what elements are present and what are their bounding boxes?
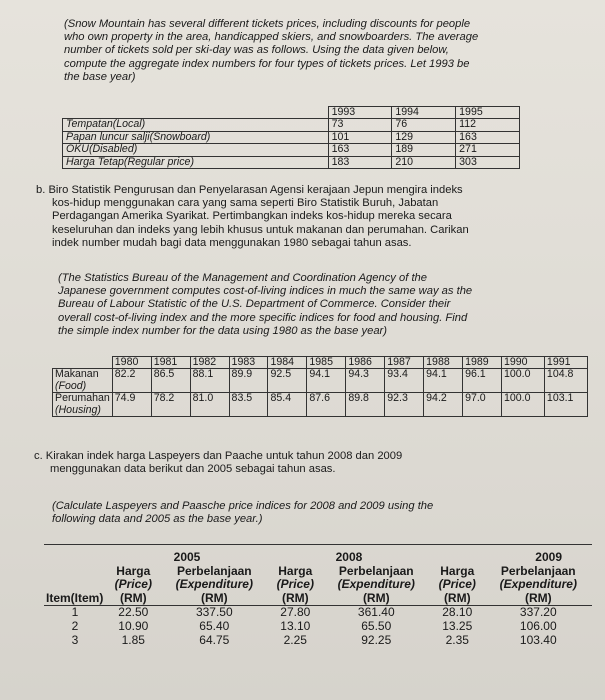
year-header: 1990: [502, 357, 545, 369]
part-b-line: b. Biro Statistik Pengurusan dan Penyelarasan Agensi kerajaan Jepun mengira indeks: [36, 184, 463, 196]
column-header-row: Item(Item) (RM) (RM) (RM) (RM) (RM) (RM): [44, 592, 592, 606]
part-b-line: overall cost-of-living index and the more specific indices for food and housing. Find: [58, 311, 468, 324]
column-header-row: Harga Perbelanjaan Harga Perbelanjaan Harga Perbelanjaan: [116, 563, 576, 578]
part-c-line: menggunakan data berikut dan 2005 sebagai tahun asas.: [50, 463, 336, 476]
table-row: Makanan (Food) 82.2 86.5 88.1 89.9 92.5 94.1 94.3 93.4 94.1 96.1 100.0 104.8: [53, 369, 588, 393]
table-cell: 74.9: [112, 393, 151, 417]
part-b-english-text: [58, 272, 564, 338]
table-cell: 87.6: [307, 393, 346, 417]
year-header: 1988: [424, 357, 463, 369]
part-b-line: kos-hidup menggunakan cara yang sama seperti Biro Statistik Buruh, Jabatan: [52, 197, 439, 210]
year-header: 1984: [268, 357, 307, 369]
cost-of-living-table: [52, 356, 588, 417]
year-header: 2009: [535, 550, 562, 564]
table-cell: 100.0: [502, 393, 545, 417]
table-cell: 94.1: [424, 369, 463, 393]
year-header: 1987: [385, 357, 424, 369]
table-cell: 94.2: [424, 393, 463, 417]
year-header: 1994: [392, 107, 456, 119]
table-cell: 81.0: [190, 393, 229, 417]
table-row: 3 1.85 64.75 2.25 92.25 2.35 103.40: [71, 632, 557, 647]
year-header: 1991: [544, 357, 587, 369]
table-cell: 88.1: [190, 369, 229, 393]
year-header: 1986: [346, 357, 385, 369]
part-a-english-text: [64, 18, 542, 84]
part-b-line: Perdagangan Amerika Syarikat. Pertimbangkan indeks kos-hidup mereka secara: [52, 210, 452, 223]
part-c-line: (Calculate Laspeyers and Paasche price indices for 2008 and 2009 using the: [52, 500, 434, 512]
table-row: Papan luncur salji(Snowboard) 101 129 163: [63, 131, 520, 143]
table-cell: 100.0: [502, 369, 545, 393]
table-cell: 96.1: [463, 369, 502, 393]
part-b-line: the simple index number for the data using 1980 as the base year): [58, 324, 387, 337]
table-header-row: [53, 357, 588, 369]
part-c-english-text: [52, 500, 572, 526]
part-b-line: keseluruhan dan indeks yang lebih khusus untuk makanan dan perumahan. Carikan: [52, 223, 469, 236]
table-cell: 89.8: [346, 393, 385, 417]
table-cell: 85.4: [268, 393, 307, 417]
table-cell: 93.4: [385, 369, 424, 393]
table-row: OKU(Disabled) 163 189 271: [63, 144, 520, 156]
table-cell: 89.9: [229, 369, 268, 393]
part-c-malay-text: [34, 450, 558, 476]
part-c-line: following data and 2005 as the base year.): [52, 513, 263, 526]
table-row: 1 22.50 337.50 27.80 361.40 28.10 337.20: [71, 605, 557, 620]
table-cell: 92.3: [385, 393, 424, 417]
table-cell: 82.2: [112, 369, 151, 393]
table-cell: 94.3: [346, 369, 385, 393]
table-row: Tempatan(Local) 73 76 112: [63, 119, 520, 131]
column-header-row: (Price) (Expenditure) (Price) (Expenditure) (Price) (Expenditure): [114, 577, 577, 592]
part-b-line: Bureau of Labour Statistic of the U.S. Department of Commerce. Consider their: [58, 298, 451, 311]
year-header: 2008: [335, 550, 363, 564]
top-rule: [44, 544, 592, 545]
table-cell: 94.1: [307, 369, 346, 393]
year-header: 1993: [328, 107, 392, 119]
table-cell: 83.5: [229, 393, 268, 417]
part-a-line: the base year): [64, 70, 136, 83]
ticket-index-table: [62, 106, 520, 169]
table-cell: 92.5: [268, 369, 307, 393]
part-c-line: c. Kirakan indek harga Laspeyers dan Paache untuk tahun 2008 dan 2009: [34, 450, 403, 462]
part-a-line: compute the aggregate index numbers for four types of tickets prices. Let 1993 be: [64, 57, 470, 70]
table-row: Perumahan (Housing) 74.9 78.2 81.0 83.5 85.4 87.6 89.8 92.3 94.2 97.0 100.0 103.1: [53, 393, 588, 417]
part-b-malay-text: [36, 184, 558, 250]
price-expenditure-table: [44, 551, 592, 647]
part-a-line: who own property in the area, handicapped skiers, and snowboarders. The average: [64, 31, 479, 44]
year-header: 1985: [307, 357, 346, 369]
year-header: 1995: [456, 107, 520, 119]
year-header: 1989: [463, 357, 502, 369]
year-header: 1983: [229, 357, 268, 369]
year-header: 2005: [173, 550, 201, 564]
part-b-line: (The Statistics Bureau of the Management and Coordination Agency of the: [58, 272, 427, 284]
table-row: Harga Tetap(Regular price) 183 210 303: [63, 156, 520, 168]
table-cell: 86.5: [151, 369, 190, 393]
year-header: 1980: [112, 357, 151, 369]
part-b-line: indek number mudah bagi data menggunakan 1980 sebagai tahun asas.: [52, 236, 412, 249]
part-b-line: Japanese government computes cost-of-living indices in much the same way as the: [58, 285, 473, 298]
table-cell: 104.8: [544, 369, 587, 393]
year-header: 1981: [151, 357, 190, 369]
table-cell: 97.0: [463, 393, 502, 417]
table-header-row: [63, 107, 520, 119]
part-a-line: number of tickets sold per ski-day was as follows. Using the data given below,: [64, 44, 449, 57]
table-row: 2 10.90 65.40 13.10 65.50 13.25 106.00: [71, 618, 557, 633]
part-a-line: (Snow Mountain has several different tickets prices, including discounts for people: [64, 18, 471, 30]
year-header-row: [44, 551, 592, 565]
year-header: 1982: [190, 357, 229, 369]
table-cell: 78.2: [151, 393, 190, 417]
table-cell: 103.1: [544, 393, 587, 417]
